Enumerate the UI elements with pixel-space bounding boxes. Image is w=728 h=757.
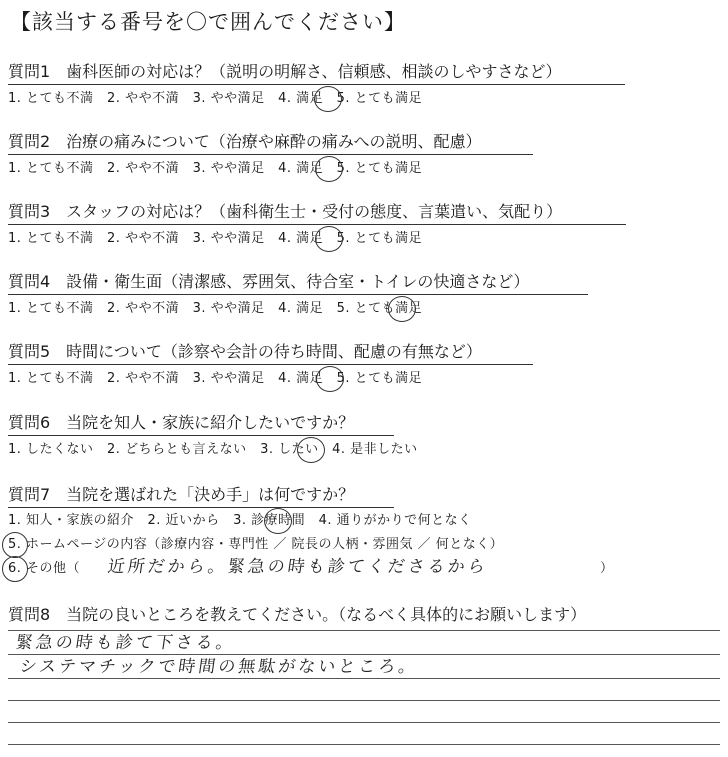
question-8-title: 質問8 当院の良いところを教えてください。（なるべく具体的にお願いします）	[8, 605, 587, 624]
question-2-underline	[8, 154, 533, 155]
question-7-underline	[8, 507, 394, 508]
question-7-title: 質問7 当院を選ばれた「決め手」は何ですか？	[8, 485, 355, 504]
question-4-title: 質問4 設備・衛生面（清潔感、雰囲気、待合室・トイレの快適さなど）	[8, 272, 530, 291]
question-1-title: 質問1 歯科医師の対応は？（説明の明解さ、信頼感、相談のしやすさなど）	[8, 62, 562, 81]
question-7-options-line3: 6. その他（	[8, 561, 81, 576]
answer-line-5	[8, 722, 720, 723]
answer-line-6	[8, 744, 720, 745]
question-1-options: 1. とても不満 2. やや不満 3. やや満足 4. 満足 5. とても満足	[8, 91, 423, 106]
question-2-options: 1. とても不満 2. やや不満 3. やや満足 4. 満足 5. とても満足	[8, 161, 423, 176]
question-3-underline	[8, 224, 626, 225]
question-4-underline	[8, 294, 588, 295]
question-4-options: 1. とても不満 2. やや不満 3. やや満足 4. 満足 5. とても満足	[8, 301, 423, 316]
question-3-options: 1. とても不満 2. やや不満 3. やや満足 4. 満足 5. とても満足	[8, 231, 423, 246]
form-header: 【該当する番号を〇で囲んでください】	[10, 10, 406, 34]
question-7-options-line2: 5. ホームページの内容（診療内容・専門性 ／ 院長の人柄・雰囲気 ／ 何となく）	[8, 537, 504, 552]
answer-line-3	[8, 678, 720, 679]
question-7-options-line1: 1. 知人・家族の紹介 2. 近いから 3. 診療時間 4. 通りがかりで何となく	[8, 513, 472, 528]
question-5-title: 質問5 時間について（診察や会計の待ち時間、配慮の有無など）	[8, 342, 482, 361]
question-5-underline	[8, 364, 533, 365]
question-1-underline	[8, 84, 625, 85]
question-6-options: 1. したくない 2. どちらとも言えない 3. したい 4. 是非したい	[8, 442, 418, 457]
handwritten-answer-line-1: 緊急の時も診て下さる。	[14, 633, 238, 653]
question-5-options: 1. とても不満 2. やや不満 3. やや満足 4. 満足 5. とても満足	[8, 371, 423, 386]
question-2-title: 質問2 治療の痛みについて（治療や麻酔の痛みへの説明、配慮）	[8, 132, 482, 151]
question-6-title: 質問6 当院を知人・家族に紹介したいですか？	[8, 413, 355, 432]
question-7-paren-close: ）	[600, 561, 614, 576]
question-3-title: 質問3 スタッフの対応は？（歯科衛生士・受付の態度、言葉遣い、気配り）	[8, 202, 563, 221]
handwritten-other-reason: 近所だから。緊急の時も診てくださるから	[106, 557, 490, 577]
answer-line-4	[8, 700, 720, 701]
handwritten-answer-line-2: システマチックで時間の無駄がないところ。	[18, 657, 420, 677]
question-6-underline	[8, 435, 394, 436]
